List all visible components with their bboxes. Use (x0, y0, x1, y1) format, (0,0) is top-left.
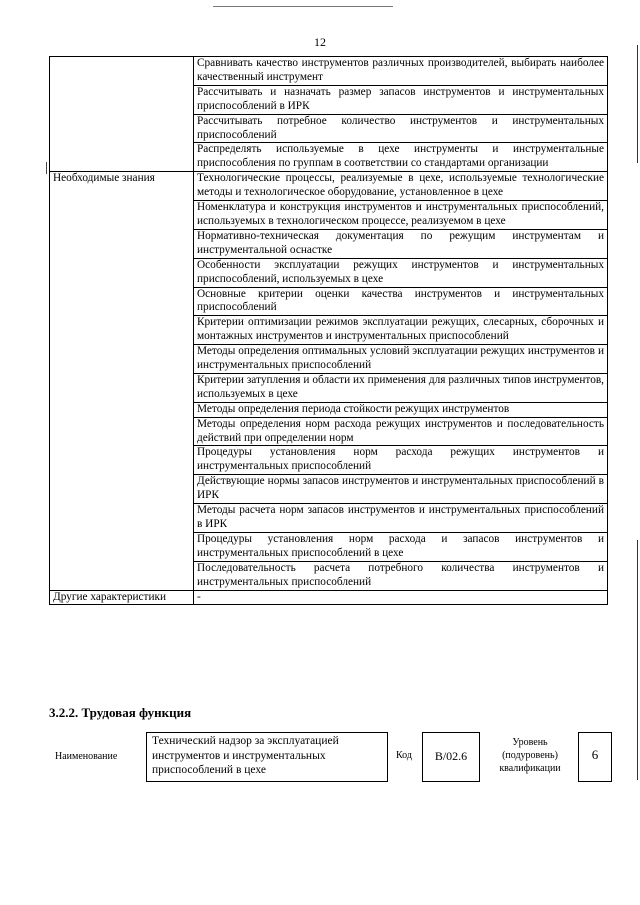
row-text: Процедуры установления норм расхода и запасов инструментов и инструментальных приспособлений в цехе (194, 532, 608, 561)
row-text: Методы определения периода стойкости режущих инструментов (194, 402, 608, 417)
row-label: Другие характеристики (50, 590, 194, 605)
table-row (50, 172, 608, 201)
row-label: Необходимые знания (50, 172, 194, 590)
section-title: 3.2.2. Трудовая функция (49, 705, 192, 720)
row-text: Методы определения оптимальных условий эксплуатации режущих инструментов и инструментальных приспособлений (194, 345, 608, 374)
row-text: Основные критерии оценки качества инструментов и инструментальных приспособлений (194, 287, 608, 316)
row-text: Распределять используемые в цехе инструменты и инструментальные приспособления по группам в соответствии со стандартами организации (194, 143, 608, 172)
level-box (578, 732, 612, 782)
function-name: Технический надзор за эксплуатацией инструментов и инструментальных приспособлений в цехе (152, 735, 339, 776)
row-text: Методы расчета норм запасов инструментов и инструментальных приспособлений в ИРК (194, 504, 608, 533)
row-text: Нормативно-техническая документация по режущим инструментам и инструментальной оснастке (194, 229, 608, 258)
row-text: Действующие нормы запасов инструментов и инструментальных приспособлений в ИРК (194, 475, 608, 504)
table-row (50, 590, 608, 605)
right-margin-mark (637, 540, 638, 780)
function-name-box (146, 732, 388, 782)
name-label: Наименование (55, 751, 118, 762)
left-margin-mark (46, 162, 47, 174)
row-text: Критерии затупления и области их применения для различных типов инструментов, используемых в цехе (194, 373, 608, 402)
skills-table (49, 56, 608, 605)
row-label (50, 57, 194, 172)
row-text: Сравнивать качество инструментов различных производителей, выбирать наиболее качественный инструмент (194, 57, 608, 86)
code-value: B/02.6 (434, 749, 468, 763)
code-box (422, 732, 480, 782)
code-label: Код (396, 750, 412, 761)
table-row (50, 57, 608, 86)
row-text: Последовательность расчета потребного количества инструментов и инструментальных приспособлений (194, 561, 608, 590)
row-text: Методы определения норм расхода режущих инструментов и последовательность действий при определении норм (194, 417, 608, 446)
row-text: Процедуры установления норм расхода режущих инструментов и инструментальных приспособлений (194, 446, 608, 475)
row-text: - (194, 590, 608, 605)
level-label: Уровень (подуровень) квалификации (499, 737, 561, 774)
row-text: Рассчитывать и назначать размер запасов инструментов и инструментальных приспособлений в ИРК (194, 85, 608, 114)
page-number: 12 (314, 35, 326, 49)
level-value: 6 (591, 747, 599, 762)
right-margin-mark (637, 45, 638, 163)
row-text: Технологические процессы, реализуемые в цехе, используемые технологические методы и технологическое оборудование, установленное в цехе (194, 172, 608, 201)
row-text: Критерии оптимизации режимов эксплуатации режущих, слесарных, сборочных и монтажных инструментов и инструментальных приспособлений (194, 316, 608, 345)
row-text: Рассчитывать потребное количество инструментов и инструментальных приспособлений (194, 114, 608, 143)
row-text: Номенклатура и конструкция инструментов и инструментальных приспособлений, используемых в технологическом процессе, реализуемом в цехе (194, 201, 608, 230)
top-scan-line (213, 6, 393, 7)
row-text: Особенности эксплуатации режущих инструментов и инструментальных приспособлений, используемых в цехе (194, 258, 608, 287)
